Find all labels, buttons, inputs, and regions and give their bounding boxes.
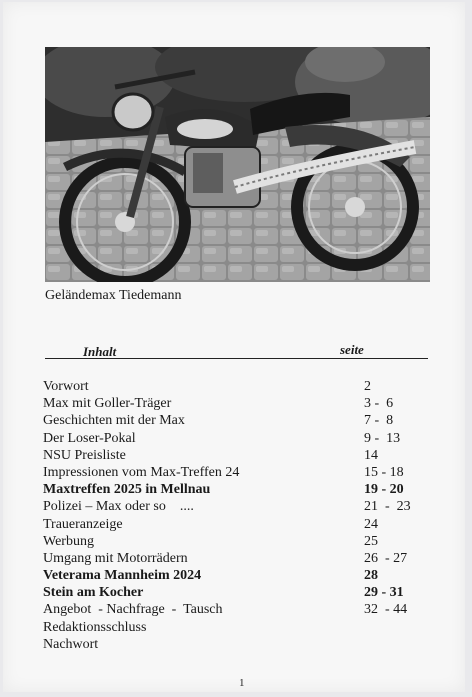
toc-entry-title: Veterama Mannheim 2024 [43, 568, 202, 584]
toc-entry-page: 25 [364, 533, 378, 549]
toc-entry-page: 28 [364, 568, 378, 584]
toc-entry [43, 567, 443, 584]
toc-entry-page: 24 [364, 516, 378, 532]
toc-entry-title: Umgang mit Motorrädern [43, 550, 188, 566]
toc-entry-page: 21 - 23 [364, 499, 411, 515]
toc-entry-title: Impressionen vom Max-Treffen 24 [43, 464, 240, 480]
toc-entry [43, 601, 443, 618]
toc-entry [43, 533, 443, 550]
toc-entry [43, 447, 443, 464]
toc-entry [43, 584, 443, 601]
toc-entry-title: Stein am Kocher [43, 585, 144, 601]
toc-entry-title: Angebot - Nachfrage - Tausch [43, 602, 223, 618]
toc-entry-title: Redaktionsschluss [43, 619, 147, 635]
toc-entry-title: Maxtreffen 2025 in Mellnau [43, 482, 211, 498]
toc-divider [45, 358, 428, 359]
toc-entry [43, 550, 443, 567]
toc-entry-page: 7 - 8 [364, 413, 394, 429]
toc-entry [43, 619, 443, 636]
toc-entry [43, 636, 443, 653]
toc-entry-page: 32 - 44 [364, 602, 408, 618]
table-of-contents [43, 378, 443, 653]
toc-header-page: seite [340, 342, 364, 357]
toc-entry-page: 26 - 27 [364, 550, 408, 566]
toc-entry-title: Werbung [43, 533, 94, 549]
toc-entry-title: Polizei – Max oder so .... [43, 499, 194, 515]
toc-entry-title: Max mit Goller-Träger [43, 396, 172, 412]
toc-entry-page: 29 - 31 [364, 585, 404, 601]
toc-entry-title: Vorwort [43, 379, 89, 394]
toc-entry-title: Geschichten mit der Max [43, 413, 185, 429]
toc-entry-page: 15 - 18 [364, 464, 404, 480]
toc-entry [43, 395, 443, 412]
toc-entry [43, 516, 443, 533]
document-page [3, 2, 465, 692]
toc-entry [43, 464, 443, 481]
motorcycle-image [45, 47, 430, 282]
page-number: 1 [239, 677, 245, 689]
toc-entry [43, 481, 443, 498]
toc-entry-title: Nachwort [43, 636, 99, 652]
toc-entry [43, 430, 443, 447]
toc-entry-page: 3 - 6 [364, 396, 394, 412]
toc-entry-page: 9 - 13 [364, 430, 401, 446]
toc-entry-title: Traueranzeige [43, 516, 123, 532]
toc-entry [43, 498, 443, 515]
toc-entry [43, 378, 443, 395]
motorcycle-photo [45, 47, 430, 282]
toc-entry [43, 412, 443, 429]
toc-entry-page: 14 [364, 447, 378, 463]
photo-caption: Geländemax Tiedemann [45, 288, 182, 303]
toc-entry-page: 2 [364, 379, 371, 394]
toc-entry-page: 19 - 20 [364, 482, 404, 498]
toc-entry-title: NSU Preisliste [43, 447, 126, 463]
toc-header-contents: Inhalt [83, 344, 117, 359]
toc-entry-title: Der Loser-Pokal [43, 430, 136, 446]
